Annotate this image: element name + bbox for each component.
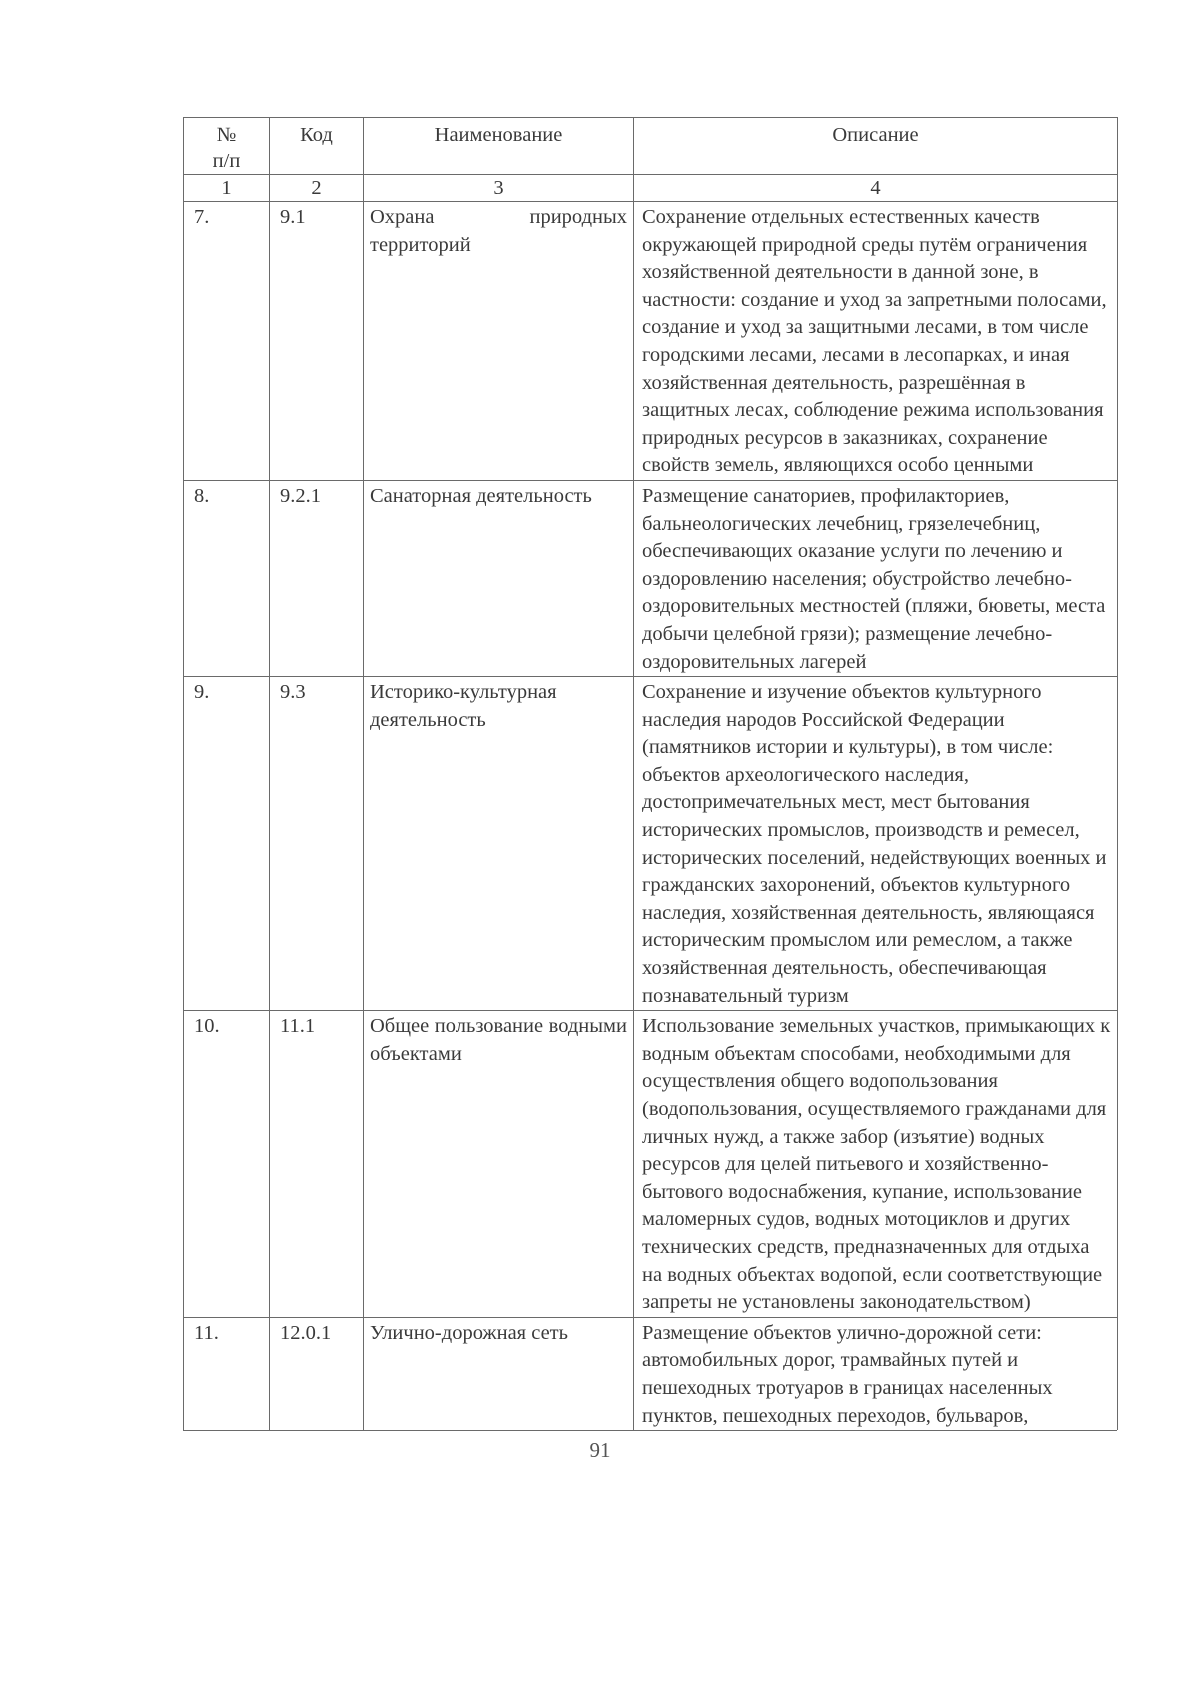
row-description: Размещение санаториев, профилакториев, бальнеологических лечебниц, грязелечебниц, обеспечивающих оказание услуги по лечению и оздоровлению населения; обустройство лечебно-оздоровительных местностей (пляжи, бюветы, места добычи целебной грязи); размещение лечебно-оздоровительных лагерей <box>634 480 1118 676</box>
row-description: Размещение объектов улично-дорожной сети: автомобильных дорог, трамвайных путей и пешеходных тротуаров в границах населенных пунктов, пешеходных переходов, бульваров, <box>634 1317 1118 1430</box>
table-row <box>184 1011 1118 1318</box>
row-code: 9.3 <box>270 677 364 1011</box>
row-number: 10. <box>184 1011 270 1318</box>
row-name: Санаторная деятельность <box>364 480 634 676</box>
table-row <box>184 677 1118 1011</box>
row-number: 9. <box>184 677 270 1011</box>
row-name: Историко-культурная деятельность <box>364 677 634 1011</box>
row-name: Улично-дорожная сеть <box>364 1317 634 1430</box>
row-description: Сохранение отдельных естественных качеств окружающей природной среды путём ограничения хозяйственной деятельности в данной зоне, в частности: создание и уход за запретными полосами, создание и уход за защитными лесами, в том числе городскими лесами, лесами в лесопарках, и иная хозяйственная деятельность, разрешённая в защитных лесах, соблюдение режима использования природных ресурсов в заказниках, сохранение свойств земель, являющихся особо ценными <box>634 202 1118 481</box>
table-bottom-line <box>183 1430 1117 1431</box>
row-code: 11.1 <box>270 1011 364 1318</box>
row-description: Сохранение и изучение объектов культурного наследия народов Российской Федерации (памятников истории и культуры), в том числе: объектов археологического наследия, достопримечательных мест, мест бытования исторических промыслов, производств и ремесел, исторических поселений, недействующих военных и гражданских захоронений, объектов культурного наследия, хозяйственная деятельность, являющаяся историческим промыслом или ремеслом, а также хозяйственная деятельность, обеспечивающая познавательный туризм <box>634 677 1118 1011</box>
table-header-row <box>184 118 1118 175</box>
row-name: Охрана природных территорий <box>364 202 634 481</box>
row-number: 7. <box>184 202 270 481</box>
land-use-table <box>183 117 1118 1430</box>
table-row <box>184 202 1118 481</box>
column-number: 4 <box>634 175 1118 202</box>
row-name: Общее пользование водными объектами <box>364 1011 634 1318</box>
row-code: 9.2.1 <box>270 480 364 676</box>
row-number: 11. <box>184 1317 270 1430</box>
table-row <box>184 480 1118 676</box>
row-number: 8. <box>184 480 270 676</box>
column-number: 3 <box>364 175 634 202</box>
row-code: 9.1 <box>270 202 364 481</box>
row-description: Использование земельных участков, примыкающих к водным объектам способами, необходимыми для осуществления общего водопользования (водопользования, осуществляемого гражданами для личных нужд, а также забор (изъятие) водных ресурсов для целей питьевого и хозяйственно-бытового водоснабжения, купание, использование маломерных судов, водных мотоциклов и других технических средств, предназначенных для отдыха на водных объектах водопой, если соответствующие запреты не установлены законодательством) <box>634 1011 1118 1318</box>
table-row <box>184 1317 1118 1430</box>
header-description: Описание <box>634 118 1118 175</box>
header-code: Код <box>270 118 364 175</box>
page-number: 91 <box>589 1438 611 1462</box>
row-code: 12.0.1 <box>270 1317 364 1430</box>
column-number: 1 <box>184 175 270 202</box>
column-number: 2 <box>270 175 364 202</box>
header-number: № п/п <box>184 118 270 175</box>
column-number-row <box>184 175 1118 202</box>
header-name: Наименование <box>364 118 634 175</box>
